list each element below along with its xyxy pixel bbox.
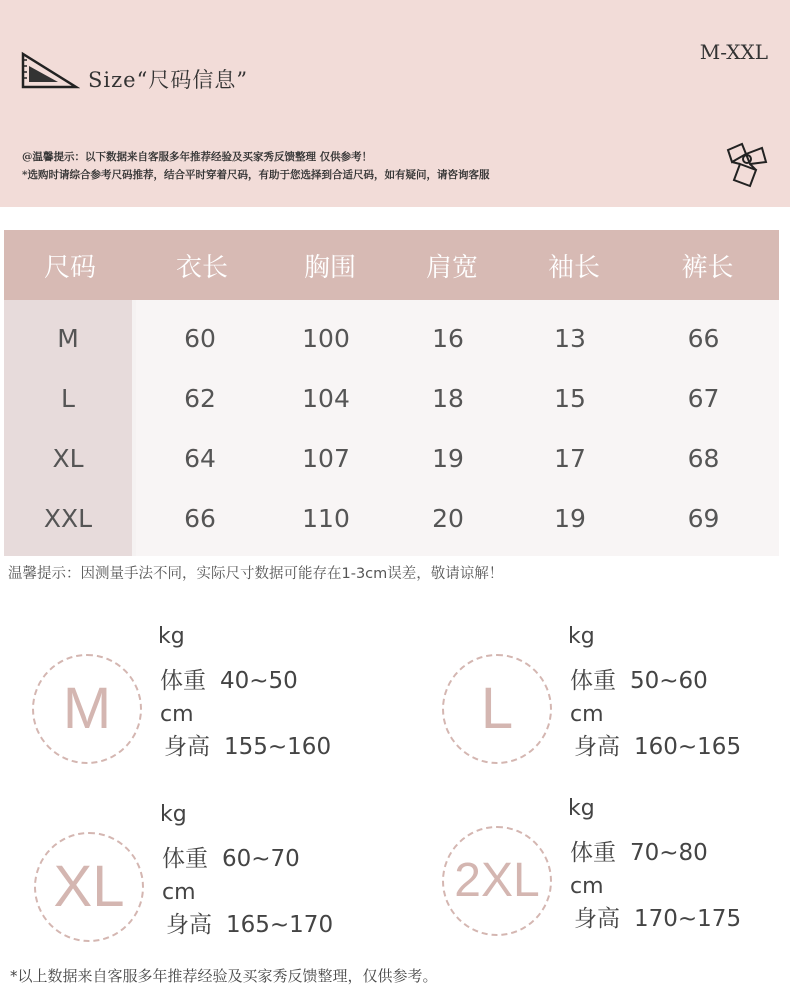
table-cell: 19 xyxy=(432,443,464,473)
table-cell: 110 xyxy=(302,503,350,533)
table-row xyxy=(136,368,779,428)
height-label: 身高 xyxy=(574,734,620,760)
table-cell: 18 xyxy=(432,383,464,413)
column-header: 裤长 xyxy=(681,252,734,283)
weight-label: 体重 xyxy=(570,840,616,866)
table-cell: 17 xyxy=(554,443,586,473)
size-badge-label: XL xyxy=(53,854,125,919)
size-badge-circle xyxy=(442,826,552,936)
weight-label: 体重 xyxy=(162,846,208,872)
size-recommendation-xl xyxy=(32,798,392,958)
size-badge-label: M xyxy=(62,676,112,741)
table-cell: 67 xyxy=(687,383,720,413)
table-cell: 15 xyxy=(554,383,586,413)
size-badge-label: L xyxy=(480,676,514,741)
table-cell: 19 xyxy=(554,503,586,533)
weight-unit: kg xyxy=(160,802,187,827)
size-recommendation-l xyxy=(440,620,790,780)
footer-disclaimer: *以上数据来自客服多年推荐经验及买家秀反馈整理，仅供参考。 xyxy=(10,967,438,985)
table-cell: 66 xyxy=(687,323,720,353)
height-label: 身高 xyxy=(166,912,212,938)
table-cell: 104 xyxy=(302,383,350,413)
table-cell: 62 xyxy=(184,383,216,413)
height-value: 165~170 xyxy=(226,912,334,938)
weight-unit: kg xyxy=(158,624,185,649)
height-value: 160~165 xyxy=(634,734,742,760)
size-badge-label: 2XL xyxy=(454,854,540,907)
size-recommendation-2xl xyxy=(440,792,790,952)
height-label: 身高 xyxy=(164,734,210,760)
table-body xyxy=(4,300,779,556)
table-cell: 20 xyxy=(432,503,464,533)
size-cell: XXL xyxy=(43,503,93,533)
weight-value: 40~50 xyxy=(220,668,298,694)
column-header: 袖长 xyxy=(547,252,600,283)
height-unit: cm xyxy=(570,874,604,899)
height-unit: cm xyxy=(570,702,604,727)
weight-unit: kg xyxy=(568,624,595,649)
tip-note-1: @温馨提示：以下数据来自客服多年推荐经验及买家秀反馈整理 仅供参考！ xyxy=(22,151,373,163)
measurement-error-note: 温馨提示：因测量手法不同，实际尺寸数据可能存在1-3cm误差，敬请谅解！ xyxy=(8,566,504,582)
size-cell: L xyxy=(61,383,75,413)
table-cell: 60 xyxy=(184,323,216,353)
weight-label: 体重 xyxy=(160,668,206,694)
table-cell: 69 xyxy=(687,503,720,533)
table-row xyxy=(136,308,779,368)
weight-row xyxy=(570,834,708,867)
size-column xyxy=(4,300,132,556)
height-row xyxy=(166,906,333,939)
height-row xyxy=(574,728,741,761)
table-cell: 16 xyxy=(432,323,464,353)
size-badge-circle xyxy=(32,654,142,764)
weight-row xyxy=(160,662,298,695)
weight-value: 50~60 xyxy=(630,668,708,694)
size-cell: XL xyxy=(52,443,84,473)
size-recommendation-m xyxy=(30,620,390,780)
measurement-rows xyxy=(136,300,779,556)
table-cell: 13 xyxy=(554,323,586,353)
weight-value: 70~80 xyxy=(630,840,708,866)
size-range: M-XXL xyxy=(699,40,768,64)
column-header: 肩宽 xyxy=(425,252,478,283)
table-header-row xyxy=(4,230,779,300)
tip-note-2: *选购时请综合参考尺码推荐，结合平时穿着尺码，有助于您选择到合适尺码，如有疑问，请咨询客服 xyxy=(22,169,490,181)
height-value: 170~175 xyxy=(634,906,742,932)
weight-unit: kg xyxy=(568,796,595,821)
table-row xyxy=(136,428,779,488)
table-cell: 100 xyxy=(302,323,350,353)
column-header: 胸围 xyxy=(303,252,356,283)
height-row xyxy=(574,900,741,933)
height-value: 155~160 xyxy=(224,734,332,760)
height-unit: cm xyxy=(162,880,196,905)
table-row xyxy=(136,488,779,548)
size-table xyxy=(4,230,779,556)
size-info-header xyxy=(0,0,790,207)
height-row xyxy=(164,728,331,761)
table-cell: 68 xyxy=(687,443,720,473)
column-header: 衣长 xyxy=(175,252,228,283)
size-badge-circle xyxy=(442,654,552,764)
height-unit: cm xyxy=(160,702,194,727)
weight-row xyxy=(162,840,300,873)
weight-label: 体重 xyxy=(570,668,616,694)
size-cell: M xyxy=(57,323,79,353)
column-header: 尺码 xyxy=(43,252,96,283)
bow-gift-icon xyxy=(720,140,772,190)
table-cell: 64 xyxy=(184,443,216,473)
ruler-triangle-icon xyxy=(20,50,80,90)
size-badge-circle xyxy=(34,832,144,942)
weight-row xyxy=(570,662,708,695)
header-title: Size“尺码信息” xyxy=(88,68,249,92)
weight-value: 60~70 xyxy=(222,846,300,872)
table-cell: 107 xyxy=(302,443,350,473)
height-label: 身高 xyxy=(574,906,620,932)
table-cell: 66 xyxy=(184,503,216,533)
